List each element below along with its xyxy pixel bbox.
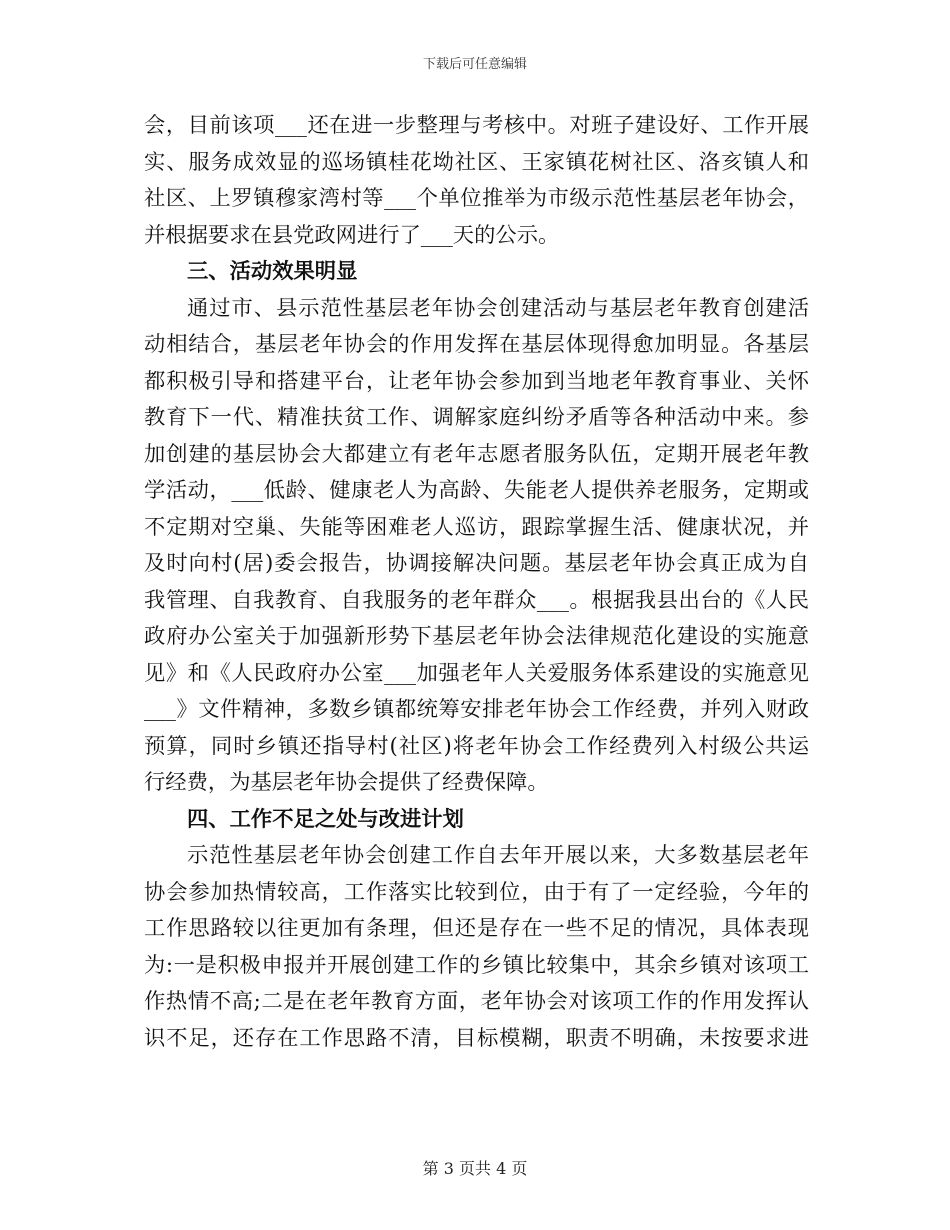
para2-line-8: 及时向村(居)委会报告，协调接解决问题。基层老年协会真正成为自 [144,551,809,576]
para3-line-2: 协会参加热情较高，工作落实比较到位，由于有了一定经验，今年的 [144,879,809,905]
para2-line-5: 加创建的基层协会大都建立有老年志愿者服务队伍，定期开展老年教 [144,441,809,467]
para2-line-1: 通过市、县示范性基层老年协会创建活动与基层老年教育创建活 [187,295,809,321]
para2-line-4: 教育下一代、精准扶贫工作、调解家庭纠纷矛盾等各种活动中来。参 [144,405,809,430]
para2-line-12: ___》文件精神，多数乡镇都统筹安排老年协会工作经费，并列入财政 [144,697,809,722]
section-heading-4: 四、工作不足之处与改进计划 [187,806,464,832]
para2-line-9: 我管理、自我教育、自我服务的老年群众___。根据我县出台的《人民 [144,587,809,613]
para3-line-4: 为:一是积极申报并开展创建工作的乡镇比较集中，其余乡镇对该项工 [144,952,809,978]
section-heading-3: 三、活动效果明显 [187,259,358,284]
page-header-note: 下载后可任意编辑 [422,57,527,72]
para3-line-3: 工作思路较以往更加有条理，但还是存在一些不足的情况，具体表现 [144,916,809,941]
para1-line-1: 会，目前该项___还在进一步整理与考核中。对班子建设好、工作开展 [144,113,809,138]
para2-line-11: 见》和《人民政府办公室___加强老年人关爱服务体系建设的实施意见 [144,660,809,686]
para2-line-13: 预算，同时乡镇还指导村(社区)将老年协会工作经费列入村级公共运 [144,733,809,759]
para3-line-1: 示范性基层老年协会创建工作自去年开展以来，大多数基层老年 [187,843,809,868]
page-number-footer: 第 3 页共 4 页 [422,1159,528,1178]
document-body [144,108,809,1057]
para2-line-7: 不定期对空巢、失能等困难老人巡访，跟踪掌握生活、健康状况，并 [144,514,809,540]
para2-line-14: 行经费，为基层老年协会提供了经费保障。 [144,770,549,795]
para2-line-3: 都积极引导和搭建平台，让老年协会参加到当地老年教育事业、关怀 [144,368,809,394]
para1-line-2: 实、服务成效显的巡场镇桂花坳社区、王家镇花树社区、洛亥镇人和 [144,149,809,175]
para1-line-4: 并根据要求在县党政网进行了___天的公示。 [144,222,560,248]
para1-line-3: 社区、上罗镇穆家湾村等___个单位推举为市级示范性基层老年协会， [144,186,809,211]
para2-line-10: 政府办公室关于加强新形势下基层老年协会法律规范化建设的实施意 [144,624,809,649]
para3-line-5: 作热情不高;二是在老年教育方面，老年协会对该项工作的作用发挥认 [144,989,809,1014]
para2-line-2: 动相结合，基层老年协会的作用发挥在基层体现得愈加明显。各基层 [144,332,809,357]
para2-line-6: 学活动，___低龄、健康老人为高龄、失能老人提供养老服务，定期或 [144,478,809,503]
para3-line-6: 识不足，还存在工作思路不清，目标模糊，职责不明确，未按要求进 [144,1025,809,1051]
